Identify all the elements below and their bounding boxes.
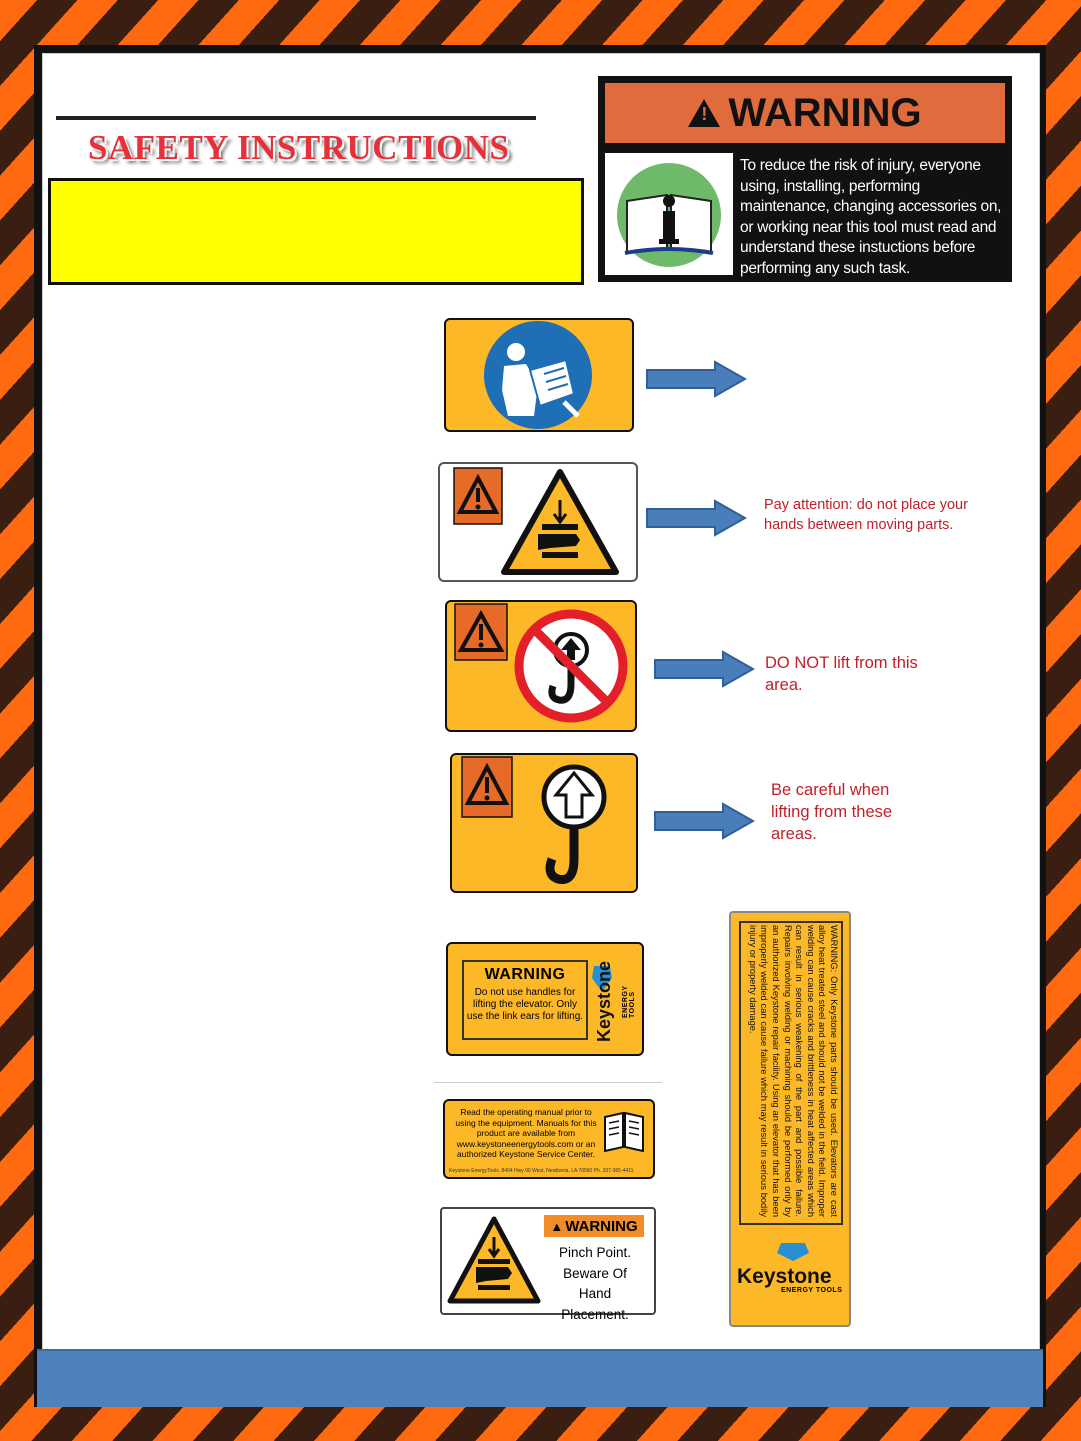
keystone-brand-sub: ENERGY TOOLS	[622, 985, 636, 1018]
tall-warning-box	[739, 921, 843, 1225]
pinch-warning-text	[546, 1243, 644, 1325]
keystone-warning-box	[462, 960, 588, 1040]
pinch-line: Pinch Point.	[558, 1245, 632, 1260]
pinch-point-label	[440, 1207, 656, 1322]
pinch-warning-heading: WARNING	[565, 1217, 638, 1235]
no-lift-hook-icon	[445, 600, 637, 732]
warning-panel	[598, 76, 1012, 282]
open-book-icon	[601, 1109, 647, 1153]
tall-warning-label	[729, 911, 851, 1327]
arrow-icon	[653, 802, 755, 840]
warning-text: To reduce the risk of injury, everyone using, installing, performing maintenance, changing accessories on, or working near this tool must read and understand these instuctions before performing any such task.	[740, 157, 1002, 277]
pinch-warning-header	[544, 1215, 644, 1237]
pinch-line: Beware Of	[563, 1265, 627, 1281]
keystone-brand: Keystone	[594, 960, 614, 1042]
warning-triangle-icon: ▲	[550, 1218, 564, 1234]
keystone-brand-sub: ENERGY TOOLS	[781, 1287, 843, 1294]
pinch-line: Hand Placement.	[561, 1286, 629, 1322]
footer-bar	[37, 1349, 1043, 1407]
keystone-warning-heading: WARNING	[484, 966, 566, 983]
lift-hook-icon	[450, 753, 638, 893]
note-careful-lift: Be careful when lifting from these areas.	[771, 781, 893, 843]
arrow-icon	[645, 360, 747, 398]
manual-label-text: Read the operating manual prior to using the equipment. Manuals for this product are available from www.keystoneenergytools.com or an authorized Keystone Service Center.	[455, 1107, 597, 1159]
book-info-icon	[605, 153, 733, 275]
hand-crush-icon	[446, 1215, 542, 1305]
keystone-brand: Keystone	[737, 1265, 832, 1288]
warning-heading: WARNING	[728, 90, 922, 135]
read-manual-icon	[444, 318, 634, 432]
highlight-box	[48, 178, 584, 285]
keystone-warning-text: Do not use handles for lifting the elevator. Only use the link ears for lifting.	[466, 987, 584, 1022]
note-hand-placement: Pay attention: do not place your hands between moving parts.	[764, 497, 968, 533]
tall-warning-text: WARNING: Only Keystone parts shouId be used. Elevators are cast alloy heat treated steel and should not be welded in the field. Improper welding can cause cracks and brittleness in heat affected areas which can result in serious weakening of the part and possible failure. Repairs involving welding or machining should be performed only by an authorized Keystone repair facility. Using an elevator that has been improperly welded can cause failure which may result in serious bodily injury or property damage.	[747, 925, 839, 1217]
manual-label-footer: Keystone EnergyTools, 8404 Hwy 90 West, Newiberia, LA 70560 Ph. 337-365-4411	[449, 1168, 634, 1174]
arrow-icon	[645, 499, 747, 537]
warning-header	[605, 83, 1005, 143]
warning-triangle-icon	[688, 99, 720, 127]
keystone-logo-icon	[775, 1241, 811, 1263]
keystone-warning-label	[446, 942, 644, 1056]
note-no-lift: DO NOT lift from this area.	[765, 654, 918, 694]
arrow-icon	[653, 650, 755, 688]
divider	[434, 1082, 662, 1083]
manual-label	[443, 1099, 655, 1179]
hand-crush-icon	[438, 462, 638, 582]
page-title: SAFETY INSTRUCTIONS	[88, 128, 510, 167]
title-rule	[56, 116, 536, 120]
